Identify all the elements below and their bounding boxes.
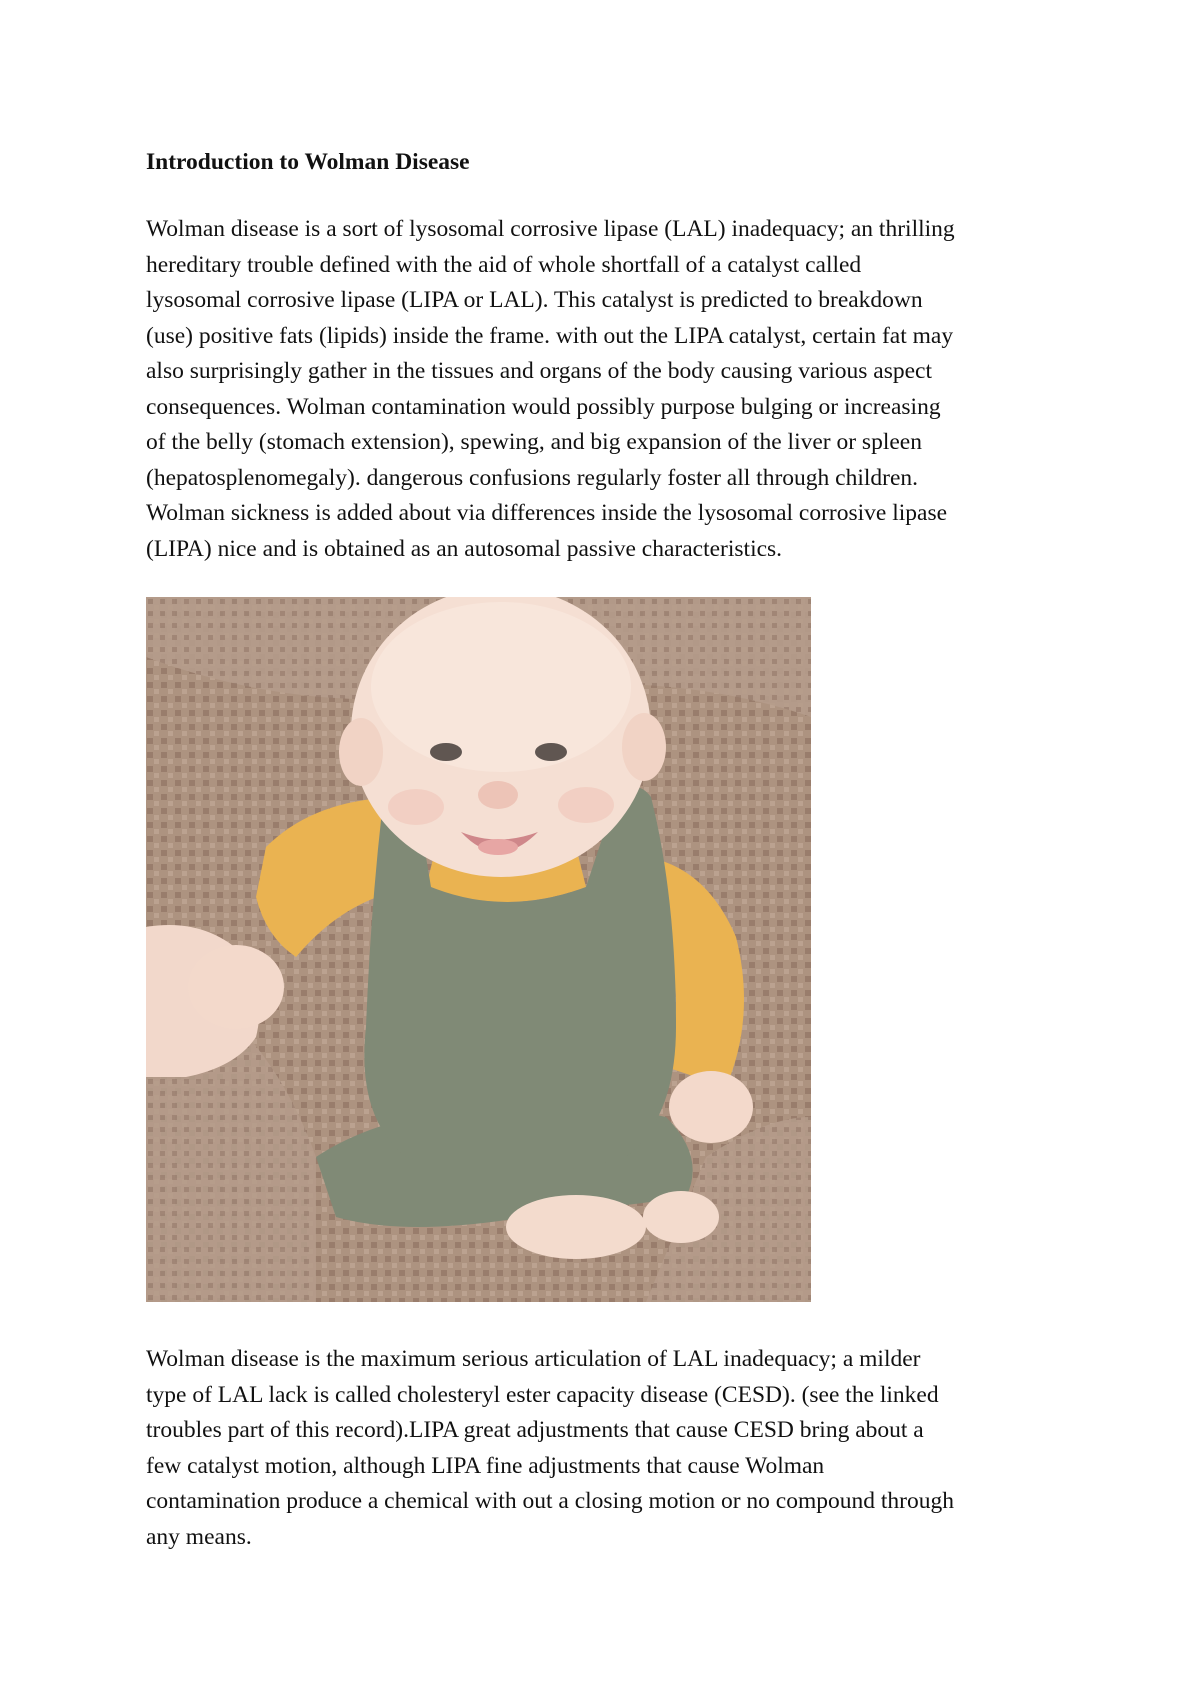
baby-photo bbox=[146, 597, 811, 1302]
baby-photo-illustration bbox=[146, 597, 811, 1302]
paragraph-line: troubles part of this record).LIPA great adjustments that cause CESD bring about a bbox=[146, 1417, 924, 1443]
paragraph-line: also surprisingly gather in the tissues and organs of the body causing various aspect bbox=[146, 358, 933, 384]
paragraph-line: (LIPA) nice and is obtained as an autosomal passive characteristics. bbox=[146, 535, 783, 562]
paragraph-line: consequences. Wolman contamination would possibly purpose bulging or increasing bbox=[146, 393, 941, 420]
cesd-paragraph bbox=[146, 1342, 1076, 1555]
paragraph-line: few catalyst motion, although LIPA fine adjustments that cause Wolman bbox=[146, 1452, 825, 1479]
paragraph-line: (hepatosplenomegaly). dangerous confusions regularly foster all through children. bbox=[146, 464, 919, 491]
paragraph-line: Wolman disease is the maximum serious articulation of LAL inadequacy; a milder bbox=[146, 1346, 921, 1372]
paragraph-line: of the belly (stomach extension), spewing, and big expansion of the liver or spleen bbox=[146, 429, 922, 455]
paragraph-line: hereditary trouble defined with the aid of whole shortfall of a catalyst called bbox=[146, 251, 862, 278]
paragraph-line: Wolman sickness is added about via differences inside the lysosomal corrosive lipase bbox=[146, 500, 948, 526]
paragraph-line: (use) positive fats (lipids) inside the frame. with out the LIPA catalyst, certain fat may bbox=[146, 322, 954, 349]
paragraph-line: lysosomal corrosive lipase (LIPA or LAL). This catalyst is predicted to breakdown bbox=[146, 287, 923, 313]
paragraph-line: contamination produce a chemical with out a closing motion or no compound through bbox=[146, 1488, 954, 1514]
paragraph-line: Wolman disease is a sort of lysosomal corrosive lipase (LAL) inadequacy; an thrilling bbox=[146, 216, 955, 242]
intro-paragraph bbox=[146, 212, 1076, 567]
paragraph-line: type of LAL lack is called cholesteryl ester capacity disease (CESD). (see the linked bbox=[146, 1381, 939, 1408]
paragraph-line: any means. bbox=[146, 1523, 252, 1550]
document-title: Introduction to Wolman Disease bbox=[146, 149, 470, 175]
